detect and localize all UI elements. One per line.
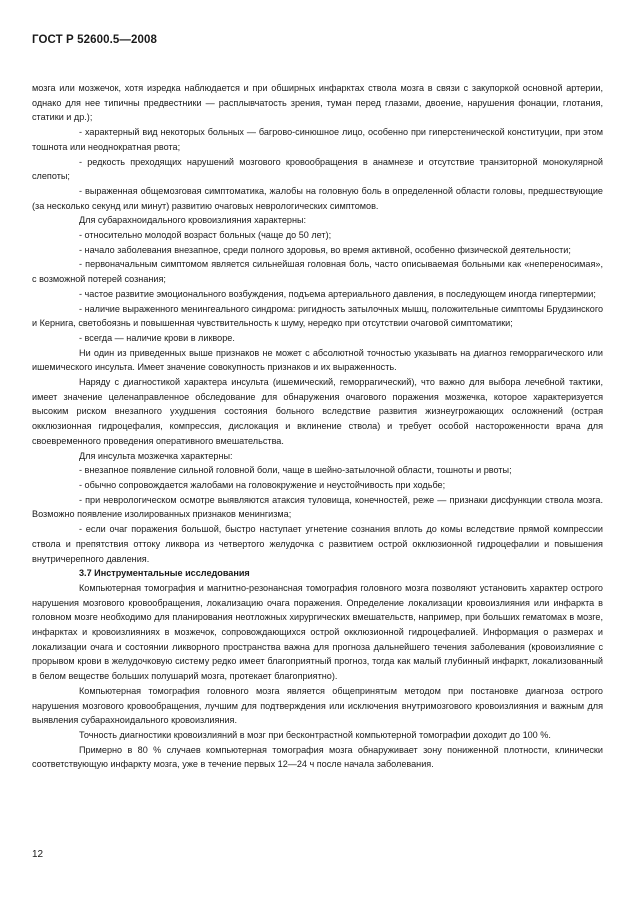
paragraph: - внезапное появление сильной головной боли, чаще в шейно-затылочной области, тошноты и рвоты; xyxy=(79,465,512,476)
paragraph: мозга или мозжечок, хотя изредка наблюдается и при обширных инфарктах ствола мозга в связи с закупоркой основной артерии, однако для нее типичны предвестники — расплывчатость зрения, туман перед глазами, двоение, нарушения фонации, глотания, статики и др.); xyxy=(32,83,603,123)
paragraph: Для субарахноидального кровоизлияния характерны: xyxy=(79,215,307,226)
paragraph: - обычно сопровождается жалобами на головокружение и неустойчивость при ходьбе; xyxy=(79,479,446,490)
section-paragraph: Примерно в 80 % случаев компьютерная томография мозга обнаруживает зону пониженной плотности, клинически соответствующую инфаркту мозга, уже в течение первых 12—24 ч после начала заболевания. xyxy=(32,744,603,770)
paragraph: Для инсульта мозжечка характерны: xyxy=(79,450,233,461)
paragraph: - всегда — наличие крови в ликворе. xyxy=(79,332,235,343)
paragraph: - редкость преходящих нарушений мозгового кровообращения в анамнезе и отсутствие транзиторной монокулярной слепоты; xyxy=(32,156,603,182)
paragraph: - относительно молодой возраст больных (чаще до 50 лет); xyxy=(79,230,332,241)
paragraph: Наряду с диагностикой характера инсульта (ишемический, геморрагический), что важно для выбора лечебной тактики, имеет значение целенаправленное обследование для обнаружения очагового поражения мозжечка, которое характеризуется высоким риском внезапного ухудшения состояния больного вследствие развития жизнеугрожающих осложнений (острая окклюзионная гидроцефалия, компрессия, дислокация и вклинение ствола) и требует особой настороженности врача для своевременного проведения оперативного вмешательства. xyxy=(32,377,603,446)
paragraph: Ни один из приведенных выше признаков не может с абсолютной точностью указывать на диагноз геморрагического или ишемического инсульта. Имеет значение совокупность признаков и их выраженность. xyxy=(32,347,603,373)
section-paragraph: Компьютерная томография головного мозга является общепринятым методом при постановке диагноза острого нарушения мозгового кровообращения, лучшим для подтверждения или исключения внутримозгового кровоизлияния и важным для выявления субарахноидального кровоизлияния. xyxy=(32,685,603,726)
paragraph: - наличие выраженного менингеального синдрома: ригидность затылочных мышц, положительные симптомы Брудзинского и Кернига, светобоязнь и повышенная чувствительность к шуму, нередко при отсутствии очаговой симптоматики; xyxy=(32,303,603,329)
paragraph: - первоначальным симптомом является сильнейшая головная боль, часто описываемая больными как «непереносимая», с возможной потерей сознания; xyxy=(32,259,603,285)
paragraph: - выраженная общемозговая симптоматика, жалобы на головную боль в определенной области головы, предшествующие (за несколько секунд или минут) развитию очаговых неврологических симптомов. xyxy=(32,185,603,211)
body-text xyxy=(32,81,603,772)
paragraph: - характерный вид некоторых больных — багрово-синюшное лицо, особенно при гиперстенической конституции, при этом тошнота или неоднократная рвота; xyxy=(32,127,603,152)
section-title: 3.7 Инструментальные исследования xyxy=(79,568,250,579)
paragraph: - частое развитие эмоционального возбуждения, подъема артериального давления, в последующем иногда гипертермии; xyxy=(79,288,596,299)
paragraph: - если очаг поражения большой, быстро наступает угнетение сознания вплоть до комы вследствие прямой компрессии ствола и препятствия оттоку ликвора из четвертого желудочка с развитием острой окклюзионной гидроцефалии и повышения внутричерепного давления. xyxy=(32,524,603,564)
section-paragraph: Компьютерная томография и магнитно-резонансная томография головного мозга позволяют установить характер острого нарушения мозгового кровообращения, локализацию очага поражения. Определение локализации кровоизлияния или инфаркта в головном мозге необходимо для планирования неотложных хирургических вмешательств, например, при больших гематомах в мозге, инфарктах и кровоизлияниях в мозжечок, сопровождающихся острой окклюзионной гидроцефалией. Информация о размерах и локализации очага и состоянии ликворного пространства важна для прогноза дальнейшего течения заболевания (кровоизлияние с прорывом крови в желудочковую систему редко имеет благоприятный прогноз, тогда как малый глубинный инфаркт, локализованный в белом веществе больших полушарий мозга, протекает благоприятно). xyxy=(32,582,603,682)
page-number: 12 xyxy=(32,849,44,860)
section-paragraph: Точность диагностики кровоизлияний в мозг при бесконтрастной компьютерной томографии доходит до 100 %. xyxy=(79,729,551,740)
standard-header: ГОСТ Р 52600.5—2008 xyxy=(32,34,157,46)
paragraph: - при неврологическом осмотре выявляются атаксия туловища, конечностей, реже — признаки дисфункции ствола мозга. Возможно появление изолированных признаков менингизма; xyxy=(32,494,603,520)
paragraph: - начало заболевания внезапное, среди полного здоровья, во время активной, особенно физической деятельности; xyxy=(79,244,571,255)
